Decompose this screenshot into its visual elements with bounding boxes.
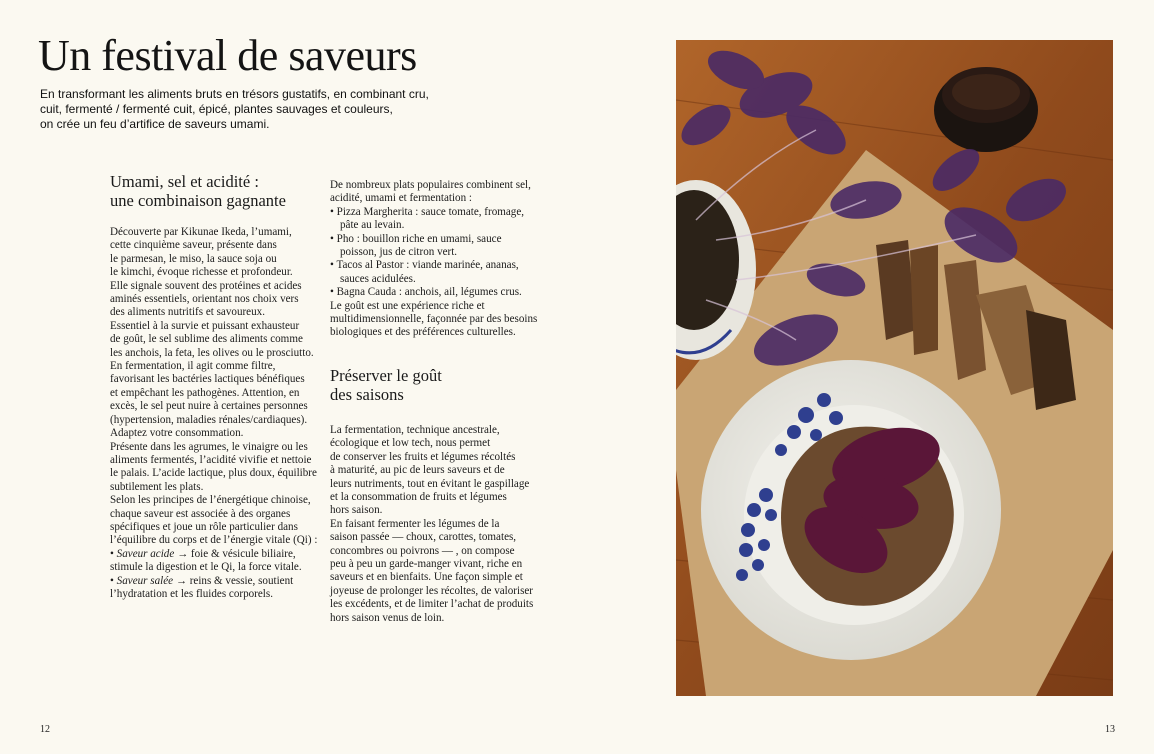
page-title: Un festival de saveurs <box>38 31 417 80</box>
text-line: Elle signale souvent des protéines et acides <box>110 279 302 292</box>
text-line: Selon les principes de l’énergétique chinoise, <box>110 494 311 507</box>
heading-line: Umami, sel et acidité : <box>110 172 259 191</box>
text-line: excès, le sel peut nuire à certaines personnes <box>110 400 308 413</box>
dishes-list <box>330 206 545 300</box>
section-heading-umami <box>110 172 325 210</box>
heading-line: une combinaison gagnante <box>110 191 286 210</box>
text-line: le kimchi, évoque richesse et profondeur. <box>110 266 293 279</box>
text-line: à maturité, au pic de leurs saveurs et de <box>330 464 505 477</box>
text-line: les excédents, et de limiter l’achat de produits <box>330 598 534 611</box>
text-line: l’équilibre du corps et de l’énergie vitale (Qi) : <box>110 534 318 547</box>
text-line: cette cinquième saveur, présente dans <box>110 239 277 252</box>
text-line: favorisant les bactéries lactiques bénéfiques <box>110 373 305 386</box>
saveur-salee-text: → reins & vessie, soutient <box>175 574 294 587</box>
heading-line: Préserver le goût <box>330 365 442 385</box>
text-line: stimule la digestion et le Qi, la force vitale. <box>110 561 302 574</box>
text-line: Le goût est une expérience riche et <box>330 299 485 312</box>
text-line: de conserver les fruits et légumes récoltés <box>330 450 516 463</box>
text-line: peu à peu un garde-manger vivant, riche en <box>330 557 523 570</box>
food-photo-illustration <box>676 40 1113 696</box>
dishes-intro <box>330 179 545 206</box>
text-line: subtilement les plats. <box>110 480 204 493</box>
text-line: spécifiques et joue un rôle particulier dans <box>110 520 298 533</box>
page-number-left: 12 <box>40 724 50 735</box>
page-number-right: 13 <box>1105 724 1115 735</box>
umami-body <box>110 226 325 601</box>
text-line: multidimensionnelle, façonnée par des besoins <box>330 313 538 326</box>
intro-line: En transformant les aliments bruts en trésors gustatifs, en combinant cru, <box>40 87 429 101</box>
text-line: écologique et low tech, nous permet <box>330 437 491 450</box>
text-line: acidité, umami et fermentation : <box>330 192 473 205</box>
saveur-salee-line: • Saveur salée → reins & vessie, soutient <box>110 574 294 587</box>
text-line: De nombreux plats populaires combinent sel, <box>330 179 531 191</box>
text-line: saveurs et en bienfaits. Une façon simple et <box>330 571 523 584</box>
text-line: les anchois, la feta, les olives ou le prosciutto. <box>110 346 314 359</box>
text-line: La fermentation, technique ancestrale, <box>330 423 500 436</box>
saveur-acide-line: • Saveur acide → foie & vésicule biliaire, <box>110 547 296 560</box>
saveur-acide-text: → foie & vésicule biliaire, <box>177 547 296 560</box>
saveur-salee-label: Saveur salée <box>116 574 174 587</box>
column-left <box>110 172 325 601</box>
list-item-cont: poisson, jus de citron vert. <box>340 246 458 259</box>
text-line: (hypertension, maladies rénales/cardiaques). <box>110 413 308 426</box>
text-line: aminés essentiels, orientant nos choix vers <box>110 293 299 306</box>
text-line: le parmesan, le miso, la sauce soja ou <box>110 252 277 265</box>
text-line: Essentiel à la survie et puissant exhausteur <box>110 319 300 332</box>
text-line: de goût, le sel sublime des aliments comme <box>110 333 303 346</box>
plate-icon <box>701 360 1001 660</box>
text-line: Présente dans les agrumes, le vinaigre ou les <box>110 440 308 453</box>
saveur-acide-label: Saveur acide <box>116 547 175 560</box>
column-middle <box>330 179 545 625</box>
seasons-body <box>330 424 545 625</box>
list-item-cont: pâte au levain. <box>340 219 405 232</box>
taste-paragraph <box>330 300 545 340</box>
intro-line: cuit, fermenté / fermenté cuit, épicé, plantes sauvages et couleurs, <box>40 102 393 116</box>
glass-icon <box>934 67 1038 152</box>
list-item-cont: sauces acidulées. <box>340 272 416 285</box>
text-line: aliments fermentés, l’acidité vivifie et nettoie <box>110 453 312 466</box>
text-line: le palais. L’acide lactique, plus doux, équilibre <box>110 467 317 480</box>
text-line: des aliments nutritifs et savoureux. <box>110 306 265 319</box>
text-line: hors saison. <box>330 504 383 517</box>
text-line: chaque saveur est associée à des organes <box>110 507 291 520</box>
text-line: biologiques et des préférences culturelles. <box>330 326 516 339</box>
text-line: et la consommation de fruits et légumes <box>330 490 507 503</box>
section-heading-seasons <box>330 366 545 404</box>
text-line: Adaptez votre consommation. <box>110 427 244 440</box>
intro-paragraph <box>40 87 440 132</box>
text-line: et empêchant les pathogènes. Attention, en <box>110 386 300 399</box>
heading-line: des saisons <box>330 384 404 404</box>
text-line: En fermentation, il agit comme filtre, <box>110 360 276 373</box>
text-line: saison passée — choux, carottes, tomates, <box>330 531 517 544</box>
text-line: En faisant fermenter les légumes de la <box>330 517 500 530</box>
text-line: Découverte par Kikunae Ikeda, l’umami, <box>110 226 292 238</box>
text-line: leurs nutriments, tout en évitant le gaspillage <box>330 477 530 490</box>
intro-line: on crée un feu d’artifice de saveurs umami. <box>40 117 270 131</box>
list-item: • Bagna Cauda : anchois, ail, légumes crus. <box>330 286 522 299</box>
text-line: concombres ou poivrons — , on compose <box>330 544 515 557</box>
text-line: hors saison venus de loin. <box>330 611 445 624</box>
food-photo <box>676 40 1113 696</box>
text-line: l’hydratation et les fluides corporels. <box>110 587 273 600</box>
list-item: • Pizza Margherita : sauce tomate, fromage, <box>330 205 525 218</box>
list-item: • Pho : bouillon riche en umami, sauce <box>330 232 502 245</box>
text-line: joyeuse de prolonger les récoltes, de valoriser <box>330 584 534 597</box>
list-item: • Tacos al Pastor : viande marinée, ananas, <box>330 259 519 272</box>
